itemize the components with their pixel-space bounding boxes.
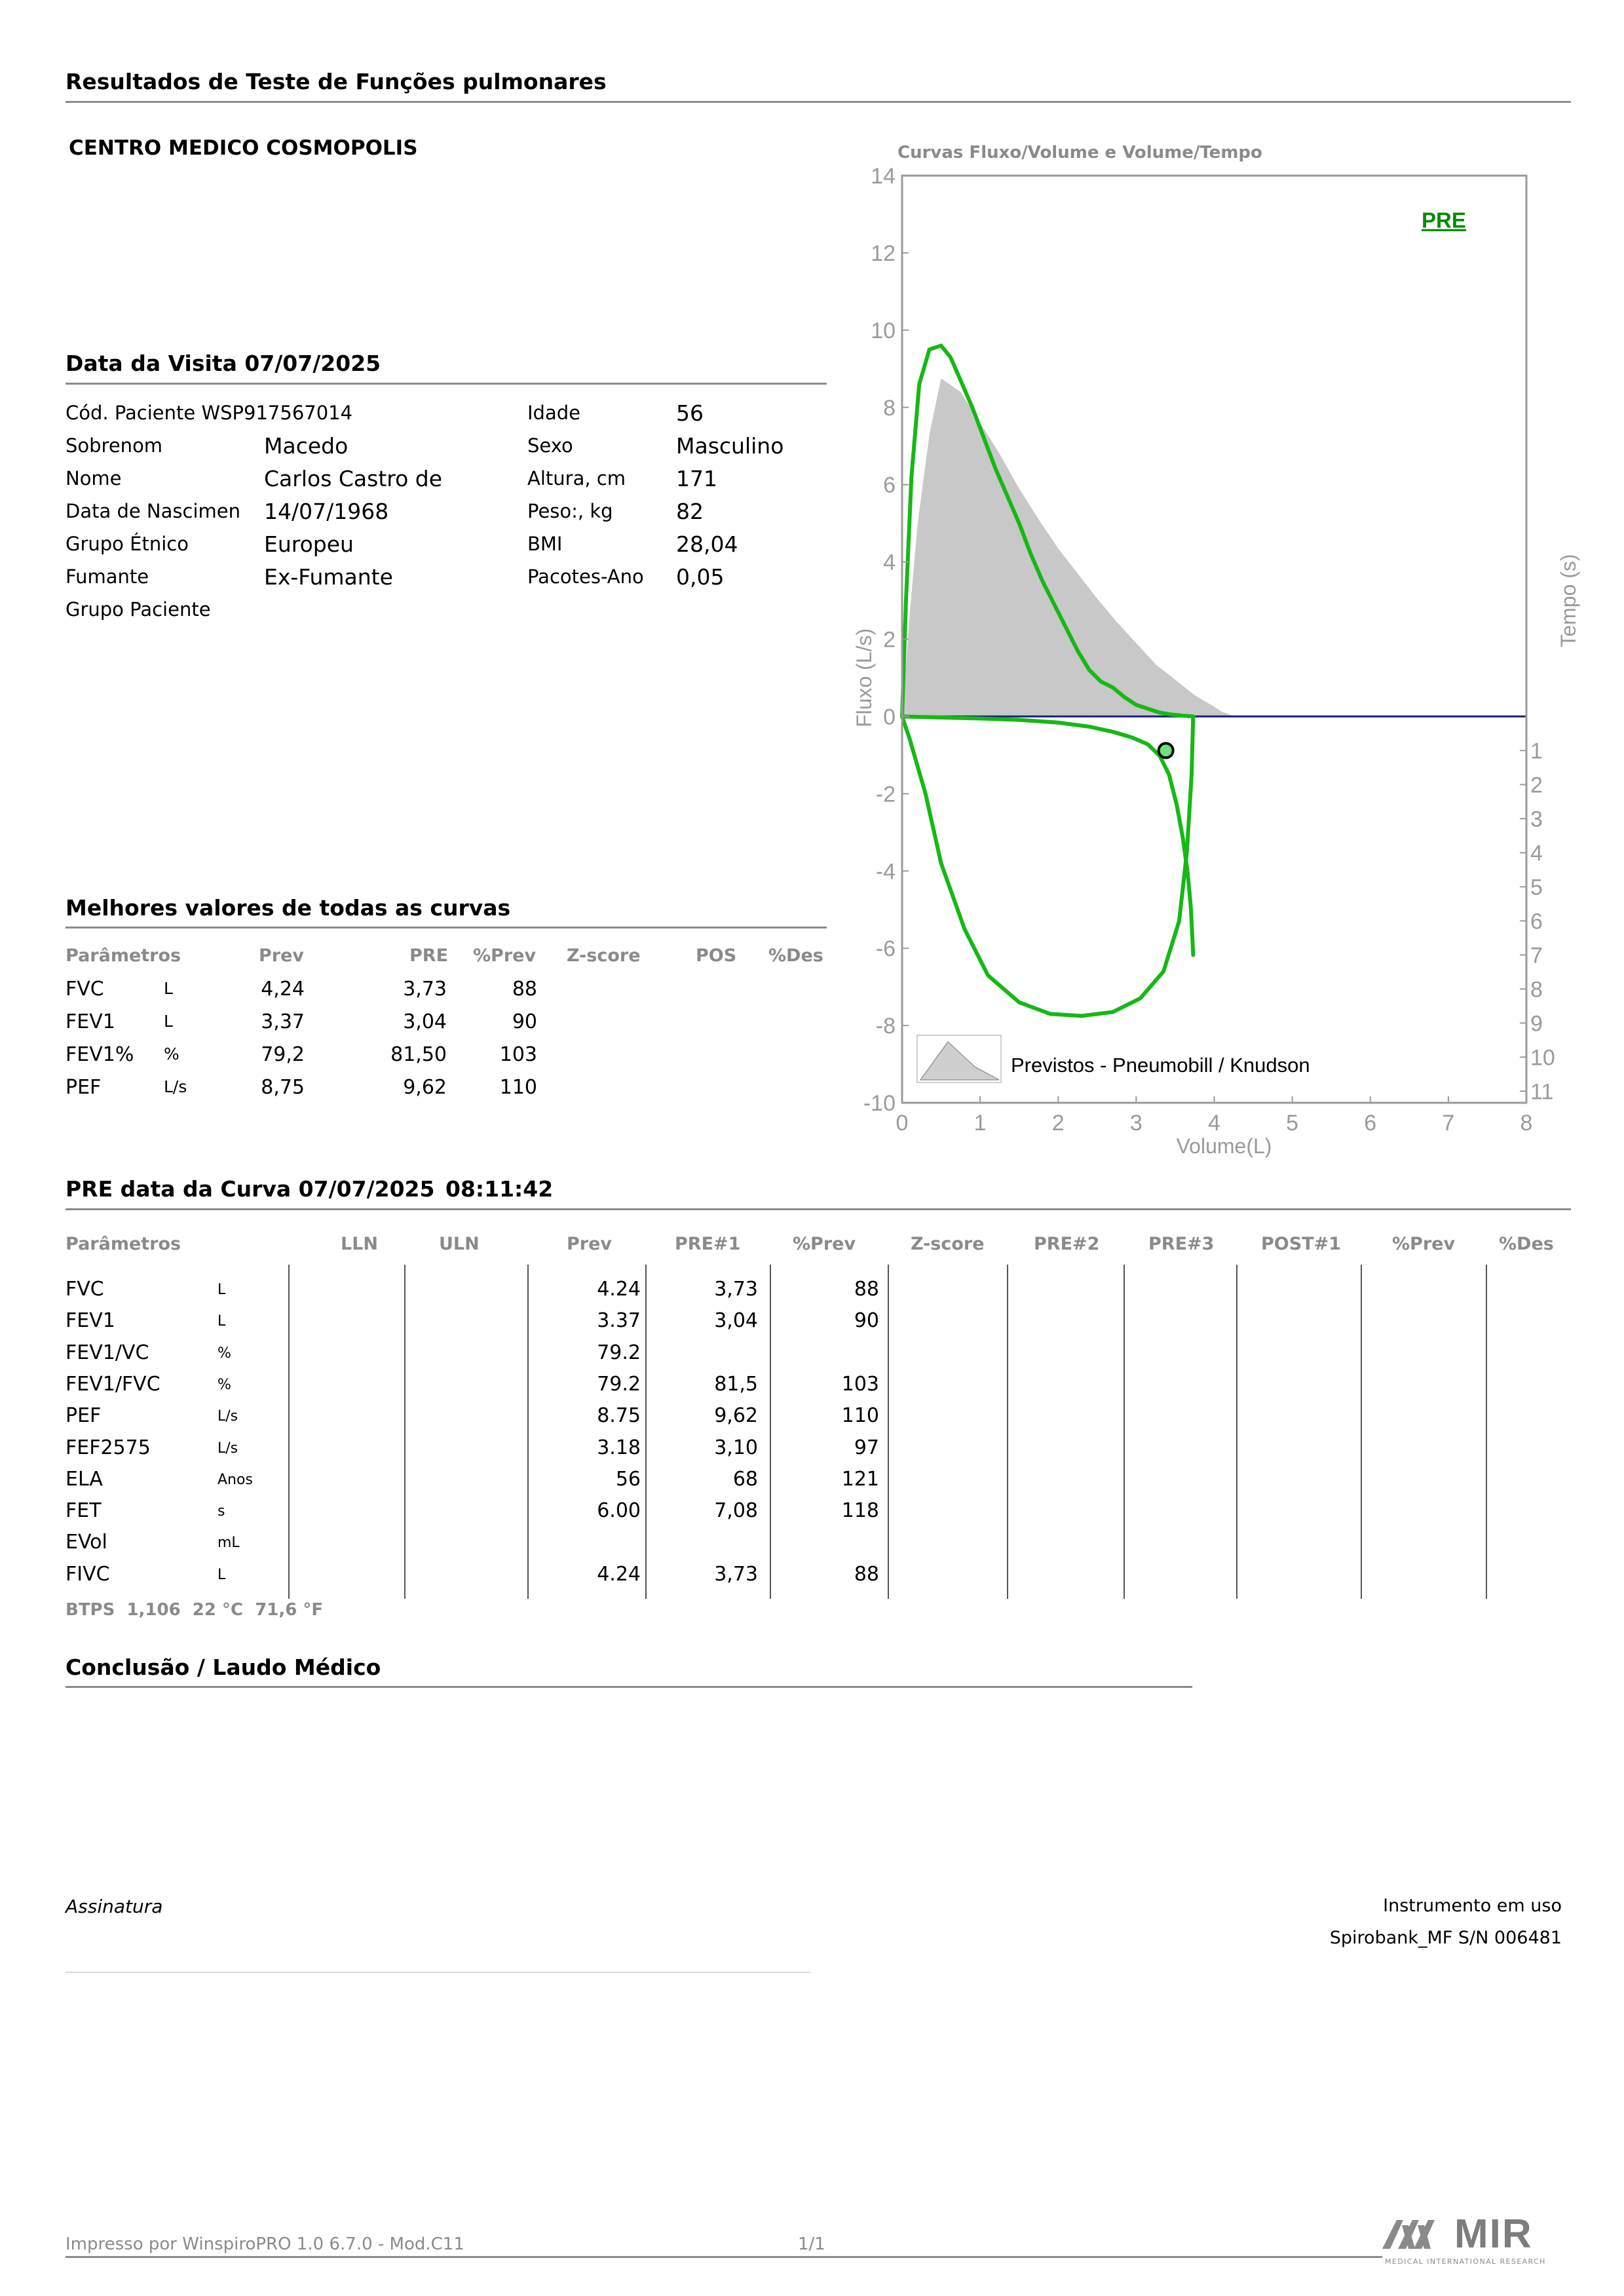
curve-param: FEV1/FVC [66, 1372, 161, 1396]
y2-tick-label: 2 [1530, 773, 1543, 798]
curve-param: FEF2575 [66, 1436, 151, 1459]
legend-pre: PRE [1422, 208, 1466, 233]
column-divider [404, 1265, 406, 1599]
curve-header: Z-score [911, 1234, 985, 1254]
curve-header: %Prev [1392, 1234, 1456, 1254]
ethnic-value: Europeu [264, 531, 354, 557]
best-unit: % [164, 1044, 179, 1063]
bmi-label: BMI [527, 533, 563, 555]
best-param: FVC [66, 978, 104, 1001]
curve-header: PRE#3 [1148, 1234, 1215, 1254]
curve-header: %Des [1499, 1234, 1554, 1254]
curve-header: PRE#2 [1034, 1234, 1100, 1254]
curve-unit: mL [217, 1535, 240, 1552]
best-header-prev: Prev [259, 946, 305, 966]
y-tick-label: -6 [875, 936, 896, 962]
curve-prev: 3.37 [597, 1309, 641, 1333]
curve-param: EVol [66, 1531, 107, 1554]
y-tick-label: 12 [871, 240, 896, 266]
y2-tick-label: 11 [1530, 1079, 1554, 1105]
curve-pprev: 97 [854, 1436, 879, 1459]
group-label: Grupo Paciente [66, 598, 211, 621]
chart-title: Curvas Fluxo/Volume e Volume/Tempo [897, 143, 1262, 163]
curve-pprev: 121 [841, 1467, 879, 1491]
curve-pprev: 88 [854, 1278, 879, 1301]
packs-value: 0,05 [676, 564, 725, 590]
y-tick-label: 2 [883, 627, 896, 653]
best-unit: L [164, 1012, 173, 1031]
best-header-zscore: Z-score [567, 946, 641, 966]
curve-param: FET [66, 1499, 102, 1523]
best-pre: 3,73 [403, 978, 447, 1001]
y2-tick-label: 6 [1530, 909, 1543, 934]
column-divider [1361, 1265, 1362, 1599]
curve-pprev: 88 [854, 1562, 879, 1586]
column-divider [1236, 1265, 1237, 1599]
curve-header: POST#1 [1261, 1234, 1342, 1254]
mir-logo-text: MIR [1454, 2211, 1533, 2257]
curve-title: PRE data da Curva 07/07/2025 [66, 1176, 435, 1202]
name-label: Nome [66, 467, 122, 489]
best-pre: 3,04 [403, 1010, 447, 1033]
mir-logo-icon [1382, 2219, 1451, 2250]
signature-line [66, 1972, 810, 1973]
center-name: CENTRO MEDICO COSMOPOLIS [69, 136, 418, 160]
best-pre: 9,62 [403, 1076, 447, 1099]
column-divider [770, 1265, 771, 1599]
curve-unit: % [217, 1376, 231, 1393]
bmi-value: 28,04 [676, 531, 738, 557]
x-axis-label: Volume(L) [1176, 1134, 1272, 1158]
column-divider [1486, 1265, 1487, 1599]
best-header-param: Parâmetros [66, 946, 181, 966]
best-pprev: 110 [499, 1076, 537, 1099]
curve-param: FEV1/VC [66, 1341, 149, 1364]
curve-header: Parâmetros [66, 1234, 181, 1254]
curve-header: LLN [341, 1234, 379, 1254]
curve-unit: Anos [217, 1471, 253, 1488]
column-divider [288, 1265, 290, 1599]
curve-param: ELA [66, 1467, 103, 1491]
x-tick-label: 3 [1129, 1111, 1142, 1136]
y-tick-label: -2 [875, 782, 896, 807]
smoker-label: Fumante [66, 565, 149, 588]
y2-axis-label: Tempo (s) [1557, 554, 1580, 647]
y-tick-label: 8 [883, 395, 896, 421]
flow-volume-chart [832, 157, 1585, 1173]
y2-tick-label: 7 [1530, 943, 1543, 968]
footer-page: 1/1 [798, 2234, 825, 2254]
signature-label: Assinatura [66, 1896, 163, 1917]
x-tick-label: 6 [1364, 1111, 1377, 1136]
curve-unit: L [217, 1282, 226, 1298]
x-tick-label: 2 [1051, 1111, 1065, 1136]
curve-prev: 3.18 [597, 1436, 641, 1459]
y-tick-label: -10 [863, 1091, 896, 1116]
curve-param: FEV1 [66, 1309, 115, 1333]
instrument-value: Spirobank_MF S/N 006481 [1329, 1928, 1562, 1948]
curve-pre1: 3,73 [714, 1562, 758, 1586]
sex-label: Sexo [527, 434, 573, 457]
curve-pre1: 7,08 [714, 1499, 758, 1523]
conclusion-title: Conclusão / Laudo Médico [66, 1655, 381, 1680]
y2-tick-label: 9 [1530, 1011, 1543, 1037]
best-param: PEF [66, 1076, 102, 1099]
curve-unit: L/s [217, 1440, 238, 1457]
curve-rule [66, 1208, 1571, 1210]
best-unit: L [164, 979, 173, 998]
y2-tick-label: 5 [1530, 875, 1543, 900]
curve-unit: s [217, 1503, 225, 1520]
best-param: FEV1 [66, 1010, 115, 1033]
x-tick-label: 5 [1286, 1111, 1299, 1136]
curve-param: PEF [66, 1404, 102, 1428]
curve-pre1: 81,5 [714, 1372, 758, 1396]
y-tick-label: -8 [875, 1014, 896, 1039]
curve-pprev: 90 [854, 1309, 879, 1333]
best-unit: L/s [164, 1077, 187, 1096]
best-pprev: 88 [512, 978, 537, 1001]
best-prev: 8,75 [261, 1076, 305, 1099]
age-label: Idade [527, 402, 580, 424]
y2-tick-label: 10 [1530, 1045, 1555, 1071]
curve-pprev: 118 [841, 1499, 879, 1523]
y2-tick-label: 8 [1530, 977, 1543, 1003]
y2-tick-label: 3 [1530, 807, 1543, 832]
column-divider [1007, 1265, 1008, 1599]
footer-rule [66, 2256, 1382, 2258]
x-tick-label: 8 [1520, 1111, 1533, 1136]
y-tick-label: 14 [871, 164, 896, 189]
curve-pre1: 3,73 [714, 1278, 758, 1301]
column-divider [1124, 1265, 1125, 1599]
y-tick-label: 6 [883, 472, 896, 498]
best-param: FEV1% [66, 1043, 134, 1066]
ethnic-label: Grupo Étnico [66, 533, 189, 555]
best-header-pre: PRE [409, 946, 449, 966]
best-pre: 81,50 [390, 1043, 447, 1066]
curve-pre1: 9,62 [714, 1404, 758, 1428]
y2-tick-label: 4 [1530, 841, 1543, 866]
curve-prev: 56 [615, 1467, 641, 1491]
curve-pre1: 3,10 [714, 1436, 758, 1459]
y-axis-label: Fluxo (L/s) [852, 628, 876, 728]
visit-rule [66, 383, 827, 385]
birth-label: Data de Nascimen [66, 500, 240, 522]
conclusion-rule [66, 1686, 1192, 1688]
best-header-pos: POS [696, 946, 737, 966]
height-value: 171 [676, 466, 717, 491]
surname-label: Sobrenom [66, 434, 163, 457]
curve-pre1: 68 [732, 1467, 758, 1491]
curve-param: FVC [66, 1278, 104, 1301]
curve-prev: 4.24 [597, 1562, 641, 1586]
x-tick-label: 7 [1442, 1111, 1455, 1136]
footer-printed-by: Impresso por WinspiroPRO 1.0 6.7.0 - Mod.C11 [66, 2234, 464, 2254]
mir-logo-subtitle: MEDICAL INTERNATIONAL RESEARCH [1385, 2257, 1546, 2266]
curve-unit: L [217, 1566, 226, 1583]
best-header-pprev: %Prev [473, 946, 537, 966]
header-rule [66, 101, 1571, 103]
y2-tick-label: 1 [1530, 738, 1543, 764]
y-tick-label: 4 [883, 550, 896, 575]
best-header-pdes: %Des [768, 946, 823, 966]
best-prev: 79,2 [261, 1043, 305, 1066]
curve-param: FIVC [66, 1562, 110, 1586]
best-prev: 3,37 [261, 1010, 305, 1033]
instrument-label: Instrumento em uso [1383, 1896, 1562, 1916]
curve-marker [1159, 743, 1173, 757]
mir-logo [1382, 2213, 1572, 2276]
best-rule [66, 927, 827, 928]
curve-header: PRE#1 [675, 1234, 741, 1254]
legend-predicted: Previstos - Pneumobill / Knudson [1011, 1054, 1310, 1077]
patient-code: Cód. Paciente WSP917567014 [66, 402, 353, 424]
x-tick-label: 4 [1208, 1111, 1220, 1136]
y-tick-label: 0 [883, 704, 896, 730]
curve-prev: 79.2 [597, 1372, 641, 1396]
curve-pre1: 3,04 [714, 1309, 758, 1333]
y-tick-label: 10 [871, 318, 896, 343]
curve-header: Prev [567, 1234, 613, 1254]
best-title: Melhores valores de todas as curvas [66, 895, 511, 921]
curve-unit: L/s [217, 1408, 238, 1425]
curve-prev: 6.00 [597, 1499, 641, 1523]
visit-title: Data da Visita 07/07/2025 [66, 351, 381, 376]
name-value: Carlos Castro de [264, 466, 443, 491]
column-divider [645, 1265, 647, 1599]
curve-pprev: 103 [841, 1372, 879, 1396]
age-value: 56 [676, 400, 704, 426]
best-pprev: 90 [512, 1010, 537, 1033]
birth-value: 14/07/1968 [264, 499, 389, 524]
x-tick-label: 0 [896, 1111, 909, 1136]
report-title: Resultados de Teste de Funções pulmonares [66, 69, 607, 94]
best-prev: 4,24 [261, 978, 305, 1001]
column-divider [527, 1265, 529, 1599]
curve-prev: 79.2 [597, 1341, 641, 1364]
btps-info: BTPS 1,106 22 °C 71,6 °F [66, 1600, 324, 1620]
curve-pprev: 110 [841, 1404, 879, 1428]
height-label: Altura, cm [527, 467, 626, 489]
surname-value: Macedo [264, 433, 349, 459]
curve-unit: % [217, 1345, 231, 1362]
best-pprev: 103 [499, 1043, 537, 1066]
curve-prev: 8.75 [597, 1404, 641, 1428]
curve-unit: L [217, 1313, 226, 1330]
curve-prev: 4.24 [597, 1278, 641, 1301]
curve-header: ULN [439, 1234, 480, 1254]
weight-label: Peso:, kg [527, 500, 613, 522]
y-tick-label: -4 [875, 859, 896, 885]
smoker-value: Ex-Fumante [264, 564, 393, 590]
x-tick-label: 1 [973, 1111, 987, 1136]
packs-label: Pacotes-Ano [527, 565, 644, 588]
curve-header: %Prev [793, 1234, 856, 1254]
column-divider [888, 1265, 889, 1599]
sex-value: Masculino [676, 433, 784, 459]
curve-time: 08:11:42 [445, 1176, 554, 1202]
weight-value: 82 [676, 499, 704, 524]
